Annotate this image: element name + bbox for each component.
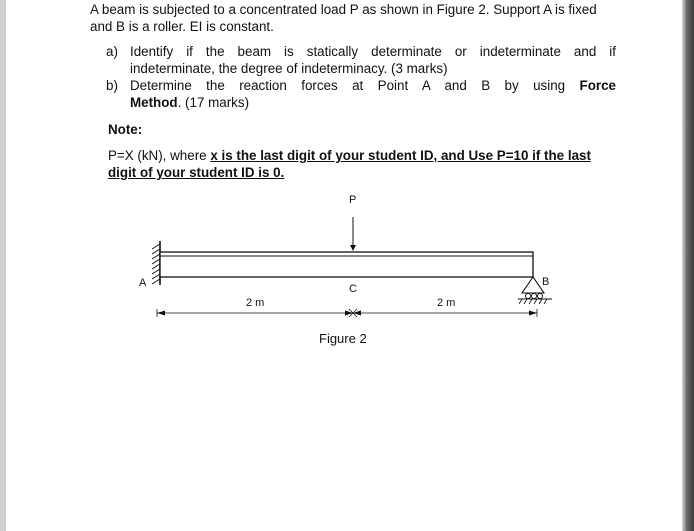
note-underline-1: x is the last digit of your student ID, and Use P=10 if the last <box>210 148 591 163</box>
right-span-label: 2 m <box>437 297 456 309</box>
figure-caption: Figure 2 <box>319 331 367 346</box>
load-arrow-p <box>350 217 356 251</box>
fixed-support-a <box>152 241 160 285</box>
part-b-tag: b) <box>106 78 118 93</box>
dimension-line <box>157 309 537 317</box>
part-a-tag: a) <box>106 44 118 59</box>
note-prefix: P=X (kN), where <box>108 148 211 163</box>
part-b-marks: . (17 marks) <box>177 95 250 110</box>
beam <box>160 252 533 277</box>
part-b-method-word: Method <box>130 95 178 110</box>
left-span-label: 2 m <box>246 297 265 309</box>
intro-line-2: and B is a roller. EI is constant. <box>90 19 274 34</box>
point-a-label: A <box>139 277 147 289</box>
part-a-line-2: indeterminate, the degree of indeterminacy. (3 marks) <box>130 61 448 76</box>
note-label: Note: <box>108 122 143 137</box>
point-b-label: B <box>542 276 550 288</box>
part-a-line-1: Identify if the beam is statically determinate or indeterminate and if <box>130 44 616 59</box>
point-c-label: C <box>349 283 357 295</box>
part-b-line-1-text: Determine the reaction forces at Point A and B by using <box>130 78 566 93</box>
note-underline-2: digit of your student ID is 0. <box>108 165 285 180</box>
intro-line-1: A beam is subjected to a concentrated load P as shown in Figure 2. Support A is fixed <box>90 2 597 17</box>
load-label-p: P <box>349 194 357 206</box>
part-b-force-word: Force <box>579 78 616 93</box>
